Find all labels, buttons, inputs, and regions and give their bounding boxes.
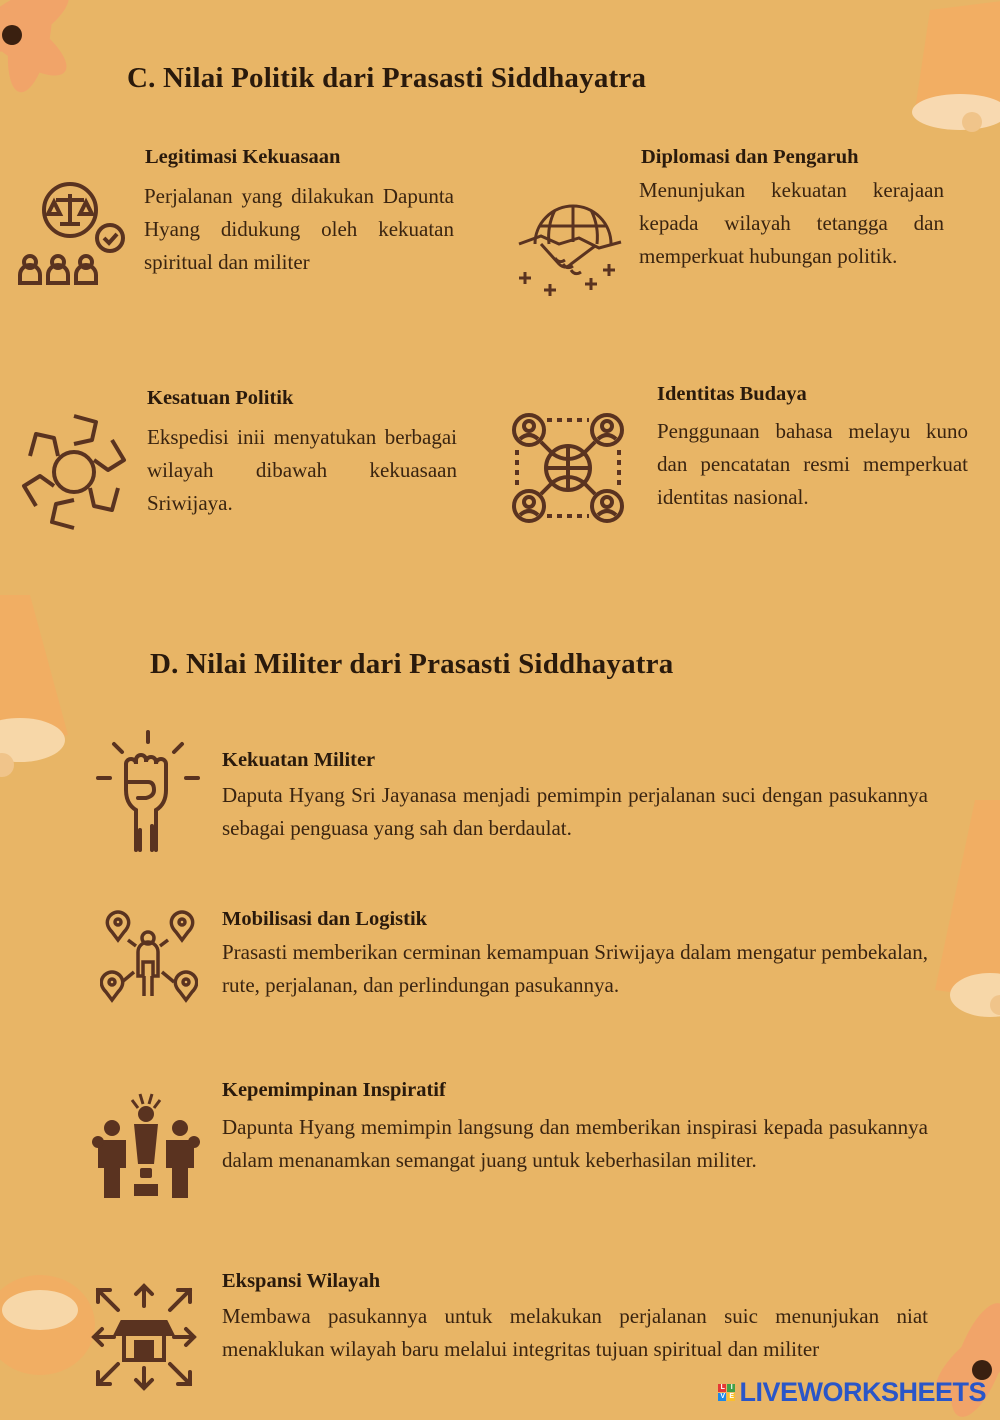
item-title-identitas: Identitas Budaya [657, 383, 807, 405]
liveworksheets-logo-text: LIVEWORKSHEETS [739, 1377, 986, 1407]
leader-crowd-icon [90, 1092, 202, 1200]
section-d-title: D. Nilai Militer dari Prasasti Siddhayatra [150, 648, 674, 680]
item-title-legitimasi: Legitimasi Kekuasaan [145, 146, 341, 168]
item-title-kesatuan: Kesatuan Politik [147, 387, 294, 409]
item-title-ekspansi: Ekspansi Wilayah [222, 1270, 381, 1292]
item-text-kesatuan: Ekspedisi inii menyatukan berbagai wilayah dibawah kekuasaan Sriwijaya. [147, 425, 457, 515]
lantern-right-decoration [920, 800, 1000, 1040]
lantern-top-right-decoration [900, 0, 1000, 150]
item-text-ekspansi: Membawa pasukannya untuk melakukan perjalanan suic menunjukan niat menaklukan wilayah baru melalui integritas tujuan spiritual dan militer [222, 1304, 928, 1361]
liveworksheets-logo[interactable] [718, 1377, 986, 1408]
item-text-kekuatan: Daputa Hyang Sri Jayanasa menjadi pemimpin perjalanan suci dengan pasukannya sebagai penguasa yang sah dan berdaulat. [222, 783, 928, 840]
person-locations-icon [100, 910, 198, 1006]
item-text-legitimasi: Perjalanan yang dilakukan Dapunta Hyang didukung oleh kekuatan spiritual dan militer [144, 184, 454, 274]
flower-top-left-decoration [0, 0, 110, 120]
item-title-kepemimpinan: Kepemimpinan Inspiratif [222, 1079, 446, 1101]
section-c-title: C. Nilai Politik dari Prasasti Siddhayatra [127, 62, 647, 94]
item-title-diplomasi: Diplomasi dan Pengaruh [641, 146, 859, 168]
store-expansion-arrows-icon [90, 1282, 198, 1392]
lantern-bottom-left-decoration [0, 1270, 100, 1420]
lantern-left-decoration [0, 595, 80, 815]
raised-fist-icon [96, 730, 200, 854]
item-text-identitas: Penggunaan bahasa melayu kuno dan pencatatan resmi memperkuat identitas nasional. [657, 419, 968, 509]
item-text-mobilisasi: Prasasti memberikan cerminan kemampuan Sriwijaya dalam mengatur pembekalan, rute, perjalanan, dan perlindungan pasukannya. [222, 940, 928, 997]
joined-hands-circle-icon [14, 410, 134, 535]
item-title-mobilisasi: Mobilisasi dan Logistik [222, 908, 428, 930]
liveworksheets-logo-icon: L I V E [720, 1384, 734, 1400]
global-network-people-icon [511, 412, 626, 524]
justice-scale-people-icon [14, 180, 129, 295]
item-title-kekuatan: Kekuatan Militer [222, 749, 376, 771]
item-text-diplomasi: Menunjukan kekuatan kerajaan kepada wilayah tetangga dan memperkuat hubungan politik. [639, 178, 944, 268]
globe-handshake-icon [515, 192, 630, 302]
item-text-kepemimpinan: Dapunta Hyang memimpin langsung dan memberikan inspirasi kepada pasukannya dalam menanamkan semangat juang untuk keberhasilan militer. [222, 1115, 928, 1172]
